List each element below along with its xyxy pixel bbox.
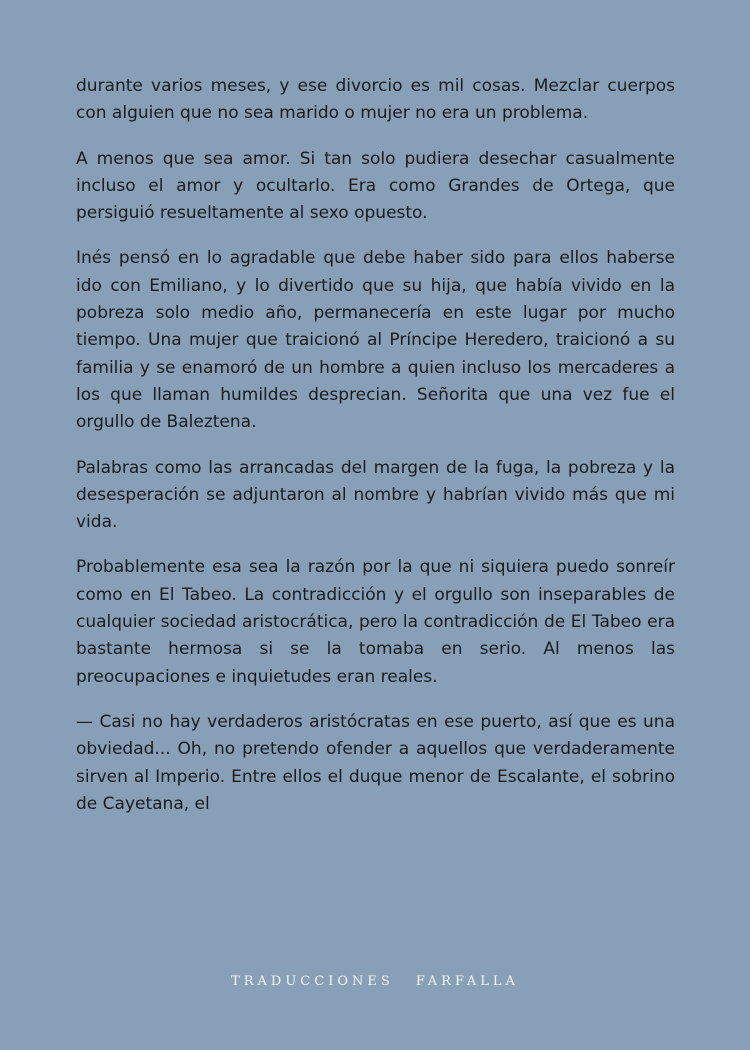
page-footer: [0, 974, 750, 989]
page-text: [76, 73, 675, 836]
paragraph-2: A menos que sea amor. Si tan solo pudiera desechar casualmente incluso el amor y ocultarlo. Era como Grandes de Ortega, que persiguió resueltamente al sexo opuesto.: [76, 148, 675, 224]
paragraph-4: Palabras como las arrancadas del margen de la fuga, la pobreza y la desesperación se adjuntaron al nombre y habrían vivido más que mi vida.: [76, 457, 675, 533]
paragraph-1: durante varios meses, y ese divorcio es mil cosas. Mezclar cuerpos con alguien que no sea marido o mujer no era un problema.: [76, 76, 675, 124]
paragraph-6: — Casi no hay verdaderos aristócratas en ese puerto, así que es una obviedad... Oh, no pretendo ofender a aquellos que verdaderamente sirven al Imperio. Entre ellos el duque menor de Escalante, el sobrino de Cayetana, el: [76, 711, 675, 814]
paragraph-5: Probablemente esa sea la razón por la que ni siquiera puedo sonreír como en El Tabeo. La contradicción y el orgullo son inseparables de cualquier sociedad aristocrática, pero la contradicción de El Tabeo era bastante hermosa si se la tomaba en serio. Al menos las preocupaciones e inquietudes eran reales.: [76, 557, 675, 687]
footer-word-2: FARFALLA: [415, 974, 519, 989]
paragraph-3: Inés pensó en lo agradable que debe haber sido para ellos haberse ido con Emiliano, y lo divertido que su hija, que había vivido en la pobreza solo medio año, permanecería en este lugar por mucho tiempo. Una mujer que traicionó al Príncipe Heredero, traicionó a su familia y se enamoró de un hombre a quien incluso los mercaderes a los que llaman humildes desprecian. Señorita que una vez fue el orgullo de Baleztena.: [76, 248, 675, 433]
footer-word-1: TRADUCCIONES: [231, 974, 394, 989]
